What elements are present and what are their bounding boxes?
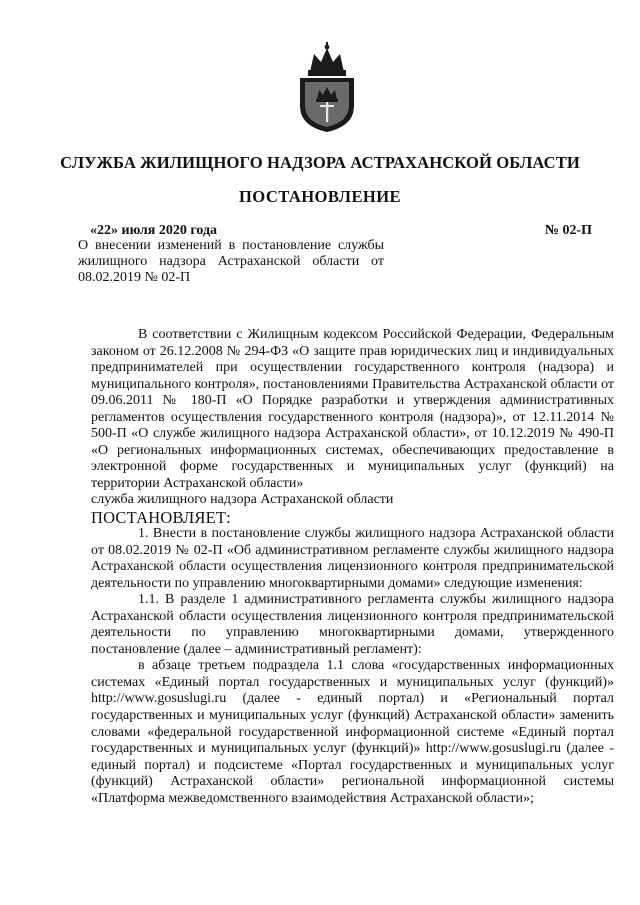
document-date: «22» июля 2020 года (90, 223, 218, 238)
item-1-paragraph: 1. Внести в постановление службы жилищного надзора Астраханской области от 08.02.2019 № 02-П «Об административном регламенте службы жилищного надзора Астраханской области осуществления лицензионного контроля предпринимательской деятельности по управлению многоквартирными домами» следующие изменения: (91, 526, 614, 591)
item-1-1-paragraph: 1.1. В разделе 1 административного регламента службы жилищного надзора Астраханской области осуществления лицензионного контроля предпринимательской деятельности по управлению многоквартирными домами, утвержденного постановление (далее – административный регламент): (91, 592, 614, 657)
coat-of-arms-icon (290, 42, 364, 134)
document-number: № 02-П (544, 223, 592, 238)
coat-of-arms-emblem (290, 42, 364, 134)
agency-title: СЛУЖБА ЖИЛИЩНОГО НАДЗОРА АСТРАХАНСКОЙ ОБЛАСТИ (60, 153, 580, 172)
document-subject: О внесении изменений в постановление службы жилищного надзора Астраханской области от 08.02.2019 № 02-П (78, 238, 384, 286)
issuer-line: служба жилищного надзора Астраханской области (91, 492, 394, 508)
resolves-heading: ПОСТАНОВЛЯЕТ: (91, 508, 231, 528)
document-type-title: ПОСТАНОВЛЕНИЕ (239, 187, 401, 206)
preamble-paragraph: В соответствии с Жилищным кодексом Российской Федерации, Федеральным законом от 26.12.2008 № 294-ФЗ «О защите прав юридических лиц и индивидуальных предпринимателей при осуществлении государственного контроля (надзора) и муниципального контроля», постановлениями Правительства Астраханской области от 09.06.2011 № 180-П «О Порядке разработки и утверждения административных регламентов осуществления государственного контроля (надзора)», от 12.11.2014 № 500-П «О службе жилищного надзора Астраханской области», от 10.12.2019 № 490-П «О региональных информационных системах, обеспечивающих предоставление в электронной форме государственных и муниципальных услуг (функций) на территории Астраханской области» (91, 327, 614, 491)
document-body (91, 327, 614, 807)
item-1-1-a-paragraph: в абзаце третьем подраздела 1.1 слова «государственных информационных системах «Единый портал государственных и муниципальных услуг (функций)» http://www.gosuslugi.ru (далее - единый портал) и «Региональный портал государственных и муниципальных услуг (функций) Астраханской области» заменить словами «федеральной государственной информационной системе «Единый портал государственных и муниципальных услуг (функций)» http://www.gosuslugi.ru (далее - единый портал) и подсистеме «Портал государственных и муниципальных услуг (функций) Астраханской области» региональной информационной системы «Платформа межведомственного взаимодействия Астраханской области»; (91, 658, 614, 806)
